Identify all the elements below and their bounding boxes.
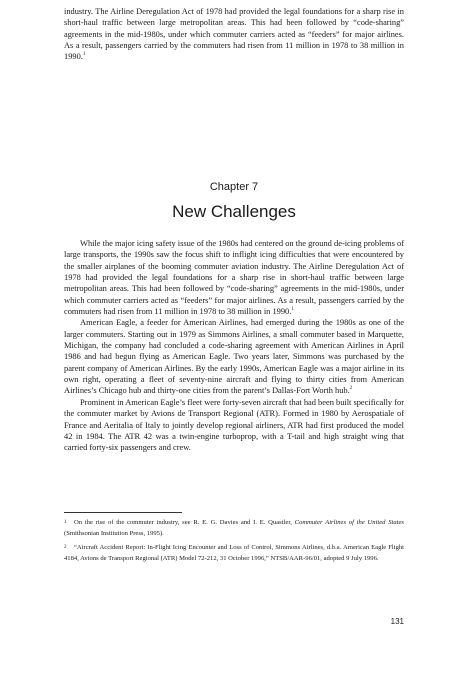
paragraph-3-text: Prominent in American Eagle’s fleet were forty-seven aircraft that had been built specifically for the commuter market by Avions de Transport Regional (ATR). Formed in 1980 by Aerospatiale of France and Aeritalia of Italy to jointly develop regional airliners, ATR had first produced the model 42 in 1984. The ATR 42 was a twin-engine turboprop, with a T-tail and high straight wing that carried forty-six passengers and crew. <box>64 396 404 453</box>
footnote-text: “Aircraft Accident Report: In-Flight Icing Encounter and Loss of Control, Simmons Airlines, d.b.a. American Eagle Flight 4184, Avions de Transport Regional (ATR) Model 72-212, 31 October 1996,” NTSB/AAR-96/01, adopted 9 July 1996. <box>64 543 404 563</box>
footnote-ref-1[interactable]: 1 <box>291 307 294 313</box>
footnote-citation-title: Commuter Airlines of the United States <box>294 519 404 526</box>
footnote-text: On the rise of the commuter industry, see R. E. G. Davies and I. E. Quastler, <box>74 519 295 526</box>
top-paragraph-text: industry. The Airline Deregulation Act of 1978 had provided the legal foundations for a sharp rise in short-haul traffic between large metropolitan areas. This had been followed by “code-sharing” agreements in the mid-1980s, under which commuter carriers acted as “feeders” for major airlines. As a result, passengers carried by the commuters had risen from 11 million in 1978 to 38 million in 1990. <box>64 7 404 62</box>
chapter-title: New Challenges <box>172 202 296 221</box>
footnote-ref-2[interactable]: 2 <box>349 386 353 392</box>
top-paragraph <box>64 6 404 62</box>
paragraph-2 <box>64 317 404 396</box>
footnote-text-after: (Smithsonian Institution Press, 1995). <box>64 530 164 538</box>
footnotes <box>64 517 404 567</box>
page-number: 131 <box>390 617 404 626</box>
footnote-number: 1 <box>64 520 67 525</box>
footnote-2 <box>64 542 404 565</box>
footnote-divider <box>64 512 182 513</box>
body-text <box>64 238 404 454</box>
paragraph-3 <box>64 397 404 454</box>
footnote-ref-1[interactable]: 1 <box>82 52 86 58</box>
chapter-label: Chapter 7 <box>209 181 259 193</box>
paragraph-1-text: While the major icing safety issue of the 1980s had centered on the ground de-icing problems of large transports, the 1990s saw the focus shift to inflight icing difficulties that were encountered by the smaller airplanes of the booming commuter aviation industry. The Airline Deregulation Act of 1978 had provided the legal foundations for a sharp rise in short-haul traffic between large metropolitan areas. This had been followed by “code-sharing” agreements in the mid-1980s, under which commuter carriers acted as “feeders” for major airlines. As a result, passengers carried by the commuters had risen from 11 million in 1978 to 38 million in 1990. <box>64 238 404 317</box>
paragraph-2-text: American Eagle, a feeder for American Airlines, had emerged during the 1980s as one of the larger commuters. Starting out in 1979 as Simmons Airlines, a small commuter based in Marquette, Michigan, the company had concluded a code-sharing agreement with American Airlines in April 1986 and had begun flying as American Eagle. Two years later, Simmons was purchased by the parent company of American Airlines. By the early 1990s, American Eagle was a major airline in its own right, operating a fleet of seventy-nine aircraft and flying to thirty cities from American Airlines’s Chicago hub and thirty-one cities from the parent’s Dallas-Fort Worth hub. <box>64 317 404 396</box>
footnote-1 <box>64 517 404 540</box>
footnote-number: 2 <box>64 544 67 550</box>
paragraph-1 <box>64 238 404 317</box>
